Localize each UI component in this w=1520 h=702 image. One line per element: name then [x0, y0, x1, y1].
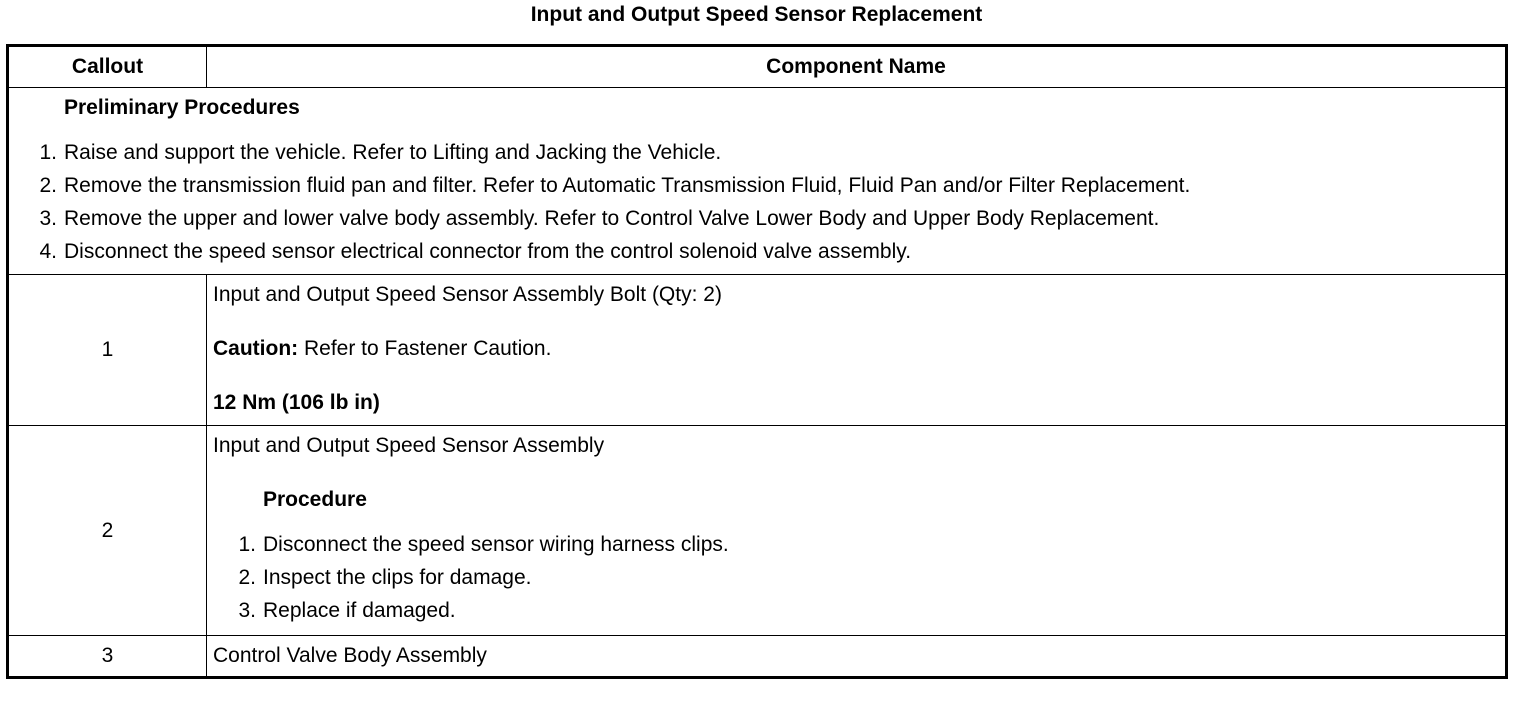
preliminary-step — [9, 136, 1505, 169]
callout-cell: 3 — [8, 636, 207, 678]
step-number: 3. — [238, 599, 256, 622]
callout-column-header: Callout — [8, 46, 207, 88]
step-text: Remove the transmission fluid pan and filter. Refer to Automatic Transmission Fluid, Fluid Pan and/or Filter Replacement. — [64, 174, 1191, 197]
step-text: Raise and support the vehicle. Refer to Lifting and Jacking the Vehicle. — [64, 141, 722, 164]
preliminary-procedures-heading: Preliminary Procedures — [64, 96, 300, 119]
caution-note — [213, 335, 1499, 363]
step-number: 1. — [39, 141, 57, 164]
procedure-heading: Procedure — [263, 488, 367, 511]
table-row — [8, 636, 1507, 678]
component-cell — [207, 275, 1507, 426]
preliminary-step — [9, 202, 1505, 235]
procedure-steps-list — [213, 528, 1499, 627]
component-table — [6, 44, 1508, 679]
step-text: Disconnect the speed sensor electrical connector from the control solenoid valve assembly. — [64, 240, 912, 263]
callout-cell: 1 — [8, 275, 207, 426]
table-header-row — [8, 46, 1507, 88]
step-number: 2. — [238, 566, 256, 589]
torque-spec: 12 Nm (106 lb in) — [213, 391, 380, 414]
step-number: 1. — [238, 533, 256, 556]
step-number: 3. — [39, 207, 57, 230]
preliminary-procedures-row — [8, 88, 1507, 275]
callout-cell: 2 — [8, 426, 207, 636]
component-name-column-header: Component Name — [207, 46, 1507, 88]
step-number: 4. — [39, 240, 57, 263]
caution-label: Caution: — [213, 337, 299, 360]
table-row — [8, 275, 1507, 426]
step-text: Inspect the clips for damage. — [263, 566, 532, 589]
step-text: Remove the upper and lower valve body assembly. Refer to Control Valve Lower Body and Upper Body Replacement. — [64, 207, 1160, 230]
caution-text: Refer to Fastener Caution. — [298, 337, 552, 360]
procedure-step — [213, 561, 1499, 594]
component-name: Input and Output Speed Sensor Assembly — [213, 434, 605, 457]
preliminary-step — [9, 235, 1505, 268]
procedure-step — [213, 528, 1499, 561]
step-number: 2. — [39, 174, 57, 197]
preliminary-procedures-cell — [8, 88, 1507, 275]
page-title: Input and Output Speed Sensor Replacement — [530, 3, 983, 26]
component-name: Control Valve Body Assembly — [207, 636, 1507, 678]
table-row — [8, 426, 1507, 636]
step-text: Disconnect the speed sensor wiring harness clips. — [263, 533, 729, 556]
component-name: Input and Output Speed Sensor Assembly Bolt (Qty: 2) — [213, 283, 722, 306]
procedure-step — [213, 594, 1499, 627]
preliminary-steps-list — [9, 136, 1505, 268]
component-cell — [207, 426, 1507, 636]
step-text: Replace if damaged. — [263, 599, 456, 622]
preliminary-step — [9, 169, 1505, 202]
